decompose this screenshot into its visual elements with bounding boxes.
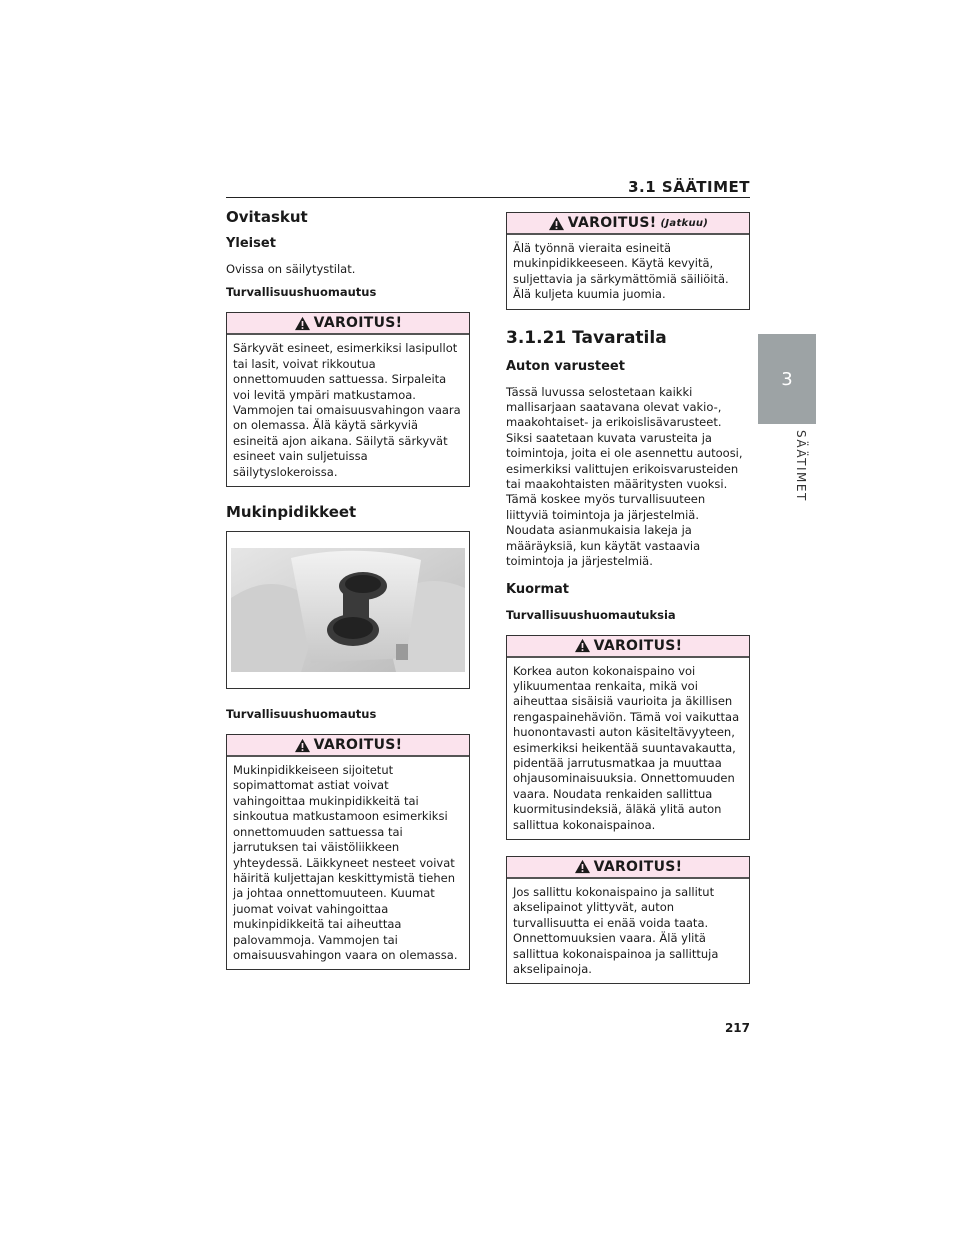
heading-ovitaskut: Ovitaskut: [226, 208, 308, 226]
section-heading-tavaratila: 3.1.21 Tavaratila: [506, 327, 667, 348]
warning-title: VAROITUS!: [593, 858, 683, 875]
page-number: 217: [724, 1021, 750, 1035]
warning-text: Korkea auton kokonaispaino voi ylikuumentaa renkaita, mikä voi aiheuttaa sisäisiä vaurioita ja äkillisen rengaspaineh​äviön. Tämä voi vaikuttaa huonontavasti auton käsiteltävyyteen, esimerkiksi heikentää suuntavakautta, pidentää jarrutusmatkaa ja muuttaa ohjausominaisuuksia. Onnettomuuden vaara. Noudata renkaiden sallittua kuormitusindeksiä, äläkä ylitä auton sallittua kokonaispainoa.: [513, 663, 740, 832]
warning-header: [227, 313, 469, 335]
warning-header: [507, 857, 749, 879]
warning-triangle-icon: [294, 738, 311, 753]
heading-yleiset: Yleiset: [226, 236, 276, 251]
warning-box-2: [226, 734, 470, 970]
heading-mukinpidikkeet: Mukinpidikkeet: [226, 503, 357, 522]
warning-text: Jos sallittu kokonaispaino ja sallitut akselipainot ylittyvät, auton turvallisuutta ei enää voida taata. Onnettomuuksien vaara. Älä ylitä sallittua kokonaispainoa ja sallittuja akselipainoja.: [513, 884, 719, 976]
warning-triangle-icon: [574, 859, 591, 874]
header-rule: [226, 197, 750, 198]
warning-box-3: [506, 635, 750, 840]
warning-text: Älä työnnä vieraita esineitä mukinpidikkeeseen. Käytä kevyitä, suljettavia ja särkymättömiä säiliöitä. Älä kuljeta kuumia juomia.: [513, 241, 729, 302]
warning-triangle-icon: [548, 216, 565, 231]
warning-title: VAROITUS!: [313, 315, 403, 332]
warning-header: [227, 735, 469, 757]
page-header-title: 3.1 SÄÄTIMET: [628, 178, 750, 196]
warning-title: VAROITUS!: [567, 215, 657, 231]
heading-safety-notes-3: Turvallisuushuomautuksia: [506, 607, 676, 622]
warning-triangle-icon: [294, 316, 311, 331]
chapter-tab: 3: [758, 334, 816, 424]
warning-box-1: [226, 312, 470, 487]
cup-holder-illustration: [231, 548, 465, 672]
cup-holder-figure: [226, 531, 470, 689]
paragraph-auton-varusteet: Tässä luvussa selostetaan kaikki mallisarjaan saatavana olevat vakio-, maakohtaiset- ja erikoislisävarusteet. Siksi saatetaan kuvata varusteita ja toimintoja, joita ei ole asennettu autoosi, esimerkiksi valittujen erikoisvarusteiden tai maakohtaisten määritysten vuoksi. Tämä koskee myös turvallisuuteen liittyviä toimintoja ja järjestelmiä. Noudata asianmukaisia lakeja ja määräyksiä, kun käytät vastaavia toimintoja ja järjestelmiä.: [506, 384, 743, 569]
heading-auton-varusteet: Auton varusteet: [506, 358, 625, 374]
warning-title: VAROITUS!: [313, 737, 403, 754]
warning-header: [507, 213, 749, 235]
heading-kuormat: Kuormat: [506, 581, 569, 597]
heading-safety-note-2: Turvallisuushuomautus: [226, 707, 377, 722]
warning-triangle-icon: [574, 638, 591, 653]
right-column: [506, 212, 750, 1000]
warning-header: [507, 636, 749, 658]
paragraph-yleiset: Ovissa on säilytystilat.: [226, 262, 356, 276]
warning-box-continued: [506, 212, 750, 310]
warning-text: Mukinpidikkeiseen sijoitetut sopimattomat astiat voivat vahingoittaa mukinpidikkeitä tai sinkoutua matkustamoon esimerkiksi onnettomuuden sattuessa tai jarrutuksen tai väistöliikkeen yhteydessä. Läikkyneet nesteet voivat häiritä kuljettajan keskittymistä tiehen ja johtaa onnettomuuteen. Kuumat juomat voivat vahingoittaa mukinpidikkeitä tai aiheuttaa palovammoja. Vammojen tai omaisuusvahingon vaara on olemassa.: [233, 763, 458, 962]
warning-continued-label: (Jatkuu): [660, 217, 709, 229]
chapter-side-label: SÄÄTIMET: [794, 430, 808, 502]
left-column: [226, 208, 470, 986]
warning-title: VAROITUS!: [593, 637, 683, 654]
warning-text: Särkyvät esineet, esimerkiksi lasipullot tai lasit, voivat rikkoutua onnettomuuden sattuessa. Sirpaleita voi levitä ympäri matkustamoa. Vammojen tai omaisuusvahingon vaara on olemassa. Älä käytä särkyviä esineitä ajon aikana. Säilytä särkyvät esineet vain suljetuissa säilytyslokeroissa.: [233, 341, 461, 479]
warning-box-4: [506, 856, 750, 984]
heading-safety-note-1: Turvallisuushuomautus: [226, 285, 377, 300]
